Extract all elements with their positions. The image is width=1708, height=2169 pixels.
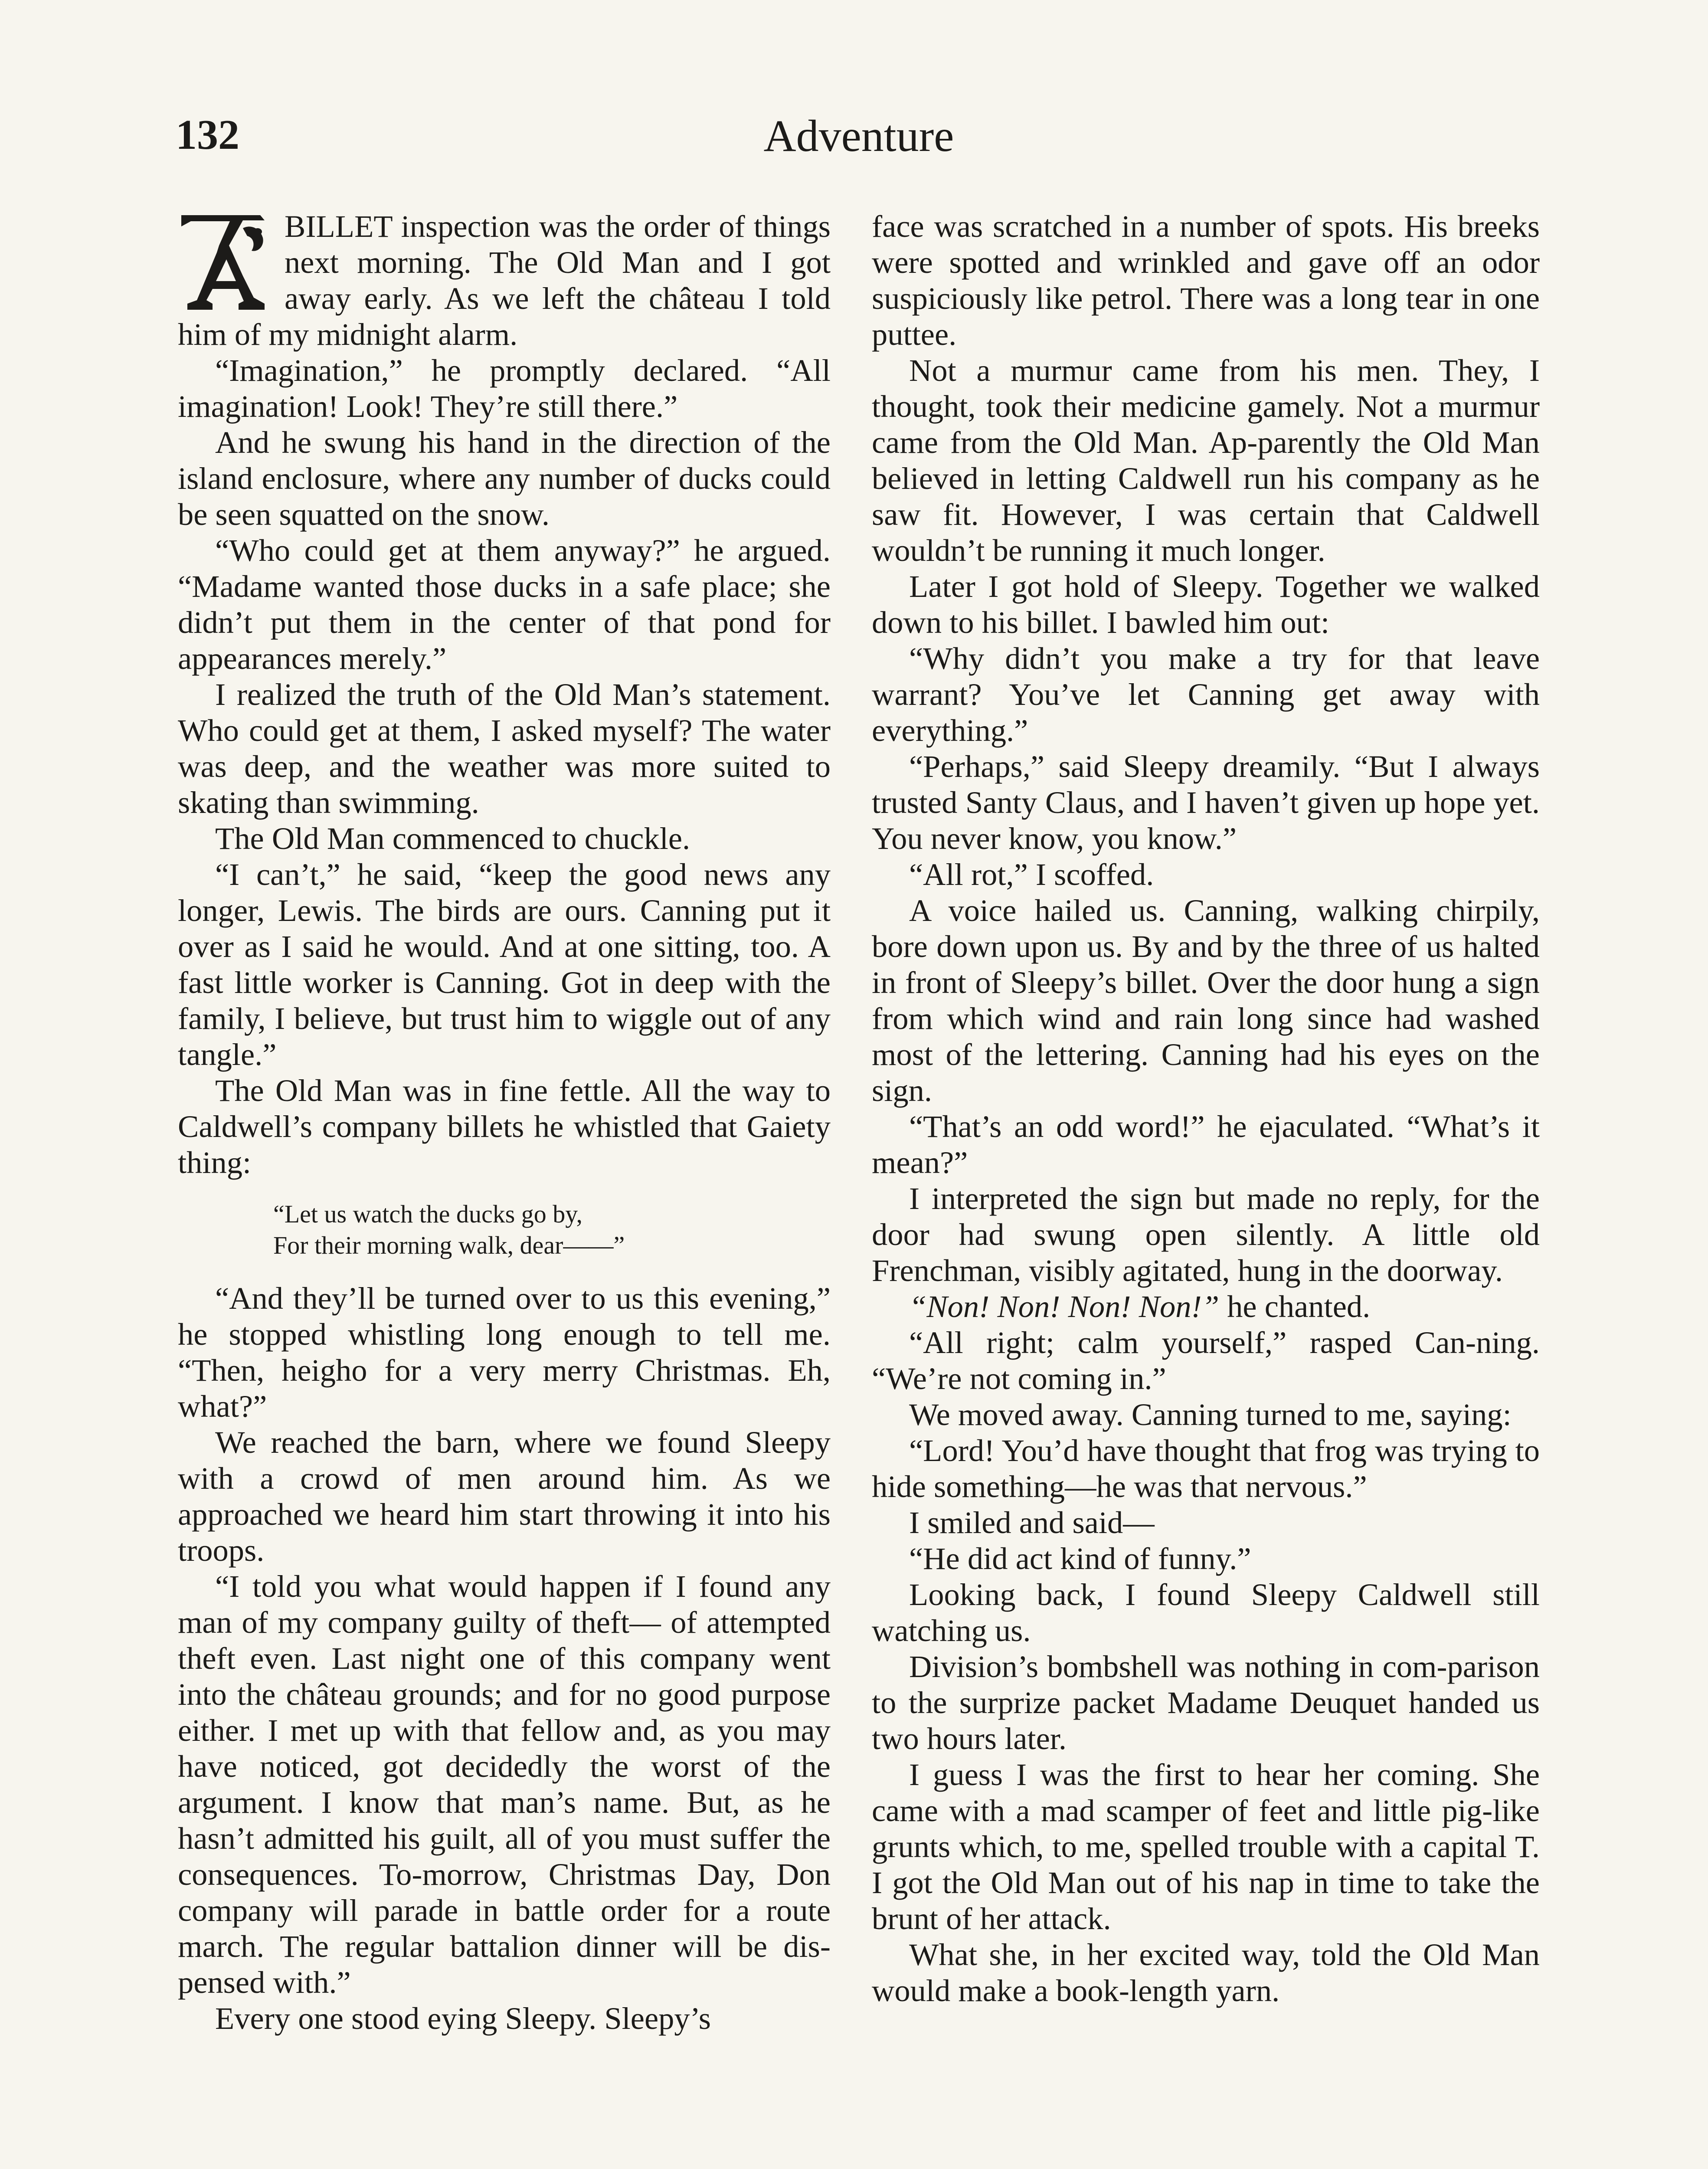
paragraph: I smiled and said— <box>909 1505 1155 1540</box>
paragraph: And he swung his hand in the direction of the island enclosure, where any number of ducks could be seen squatted on the snow. <box>178 425 831 532</box>
paragraph <box>872 1288 1540 1324</box>
paragraph: I interpreted the sign but made no reply, for the door had swung open silently. A little old Frenchman, visibly agitated, hung in the doorway. <box>872 1181 1540 1288</box>
paragraph-text: he chanted. <box>1219 1289 1371 1324</box>
paragraph: “I told you what would happen if I found any man of my company guilty of theft— of attempted theft even. Last night one of this company went into the château grounds; and for no good purpose either. I met up with that fellow and, as you may have noticed, got decidedly the worst of the argument. I know that man’s name. But, as he hasn’t admitted his guilt, all of you must suffer the consequences. To-morrow, Christmas Day, Don company will parade in battle order for a route march. The regular battalion dinner will be dis-pensed with.” <box>178 1569 831 2000</box>
running-title: Adventure <box>763 111 954 161</box>
paragraph: BILLET inspection was the order of things next morning. The Old Man and I got away early. As we left the château I told him of my midnight alarm. <box>178 209 831 352</box>
paragraph: I realized the truth of the Old Man’s statement. Who could get at them, I asked myself? The water was deep, and the weather was more suited to skating than swimming. <box>178 677 831 820</box>
paragraph: “Perhaps,” said Sleepy dreamily. “But I always trusted Santy Claus, and I haven’t given up hope yet. You never know, you know.” <box>872 749 1540 856</box>
paragraph: Every one stood eying Sleepy. Sleepy’s <box>215 2001 711 2036</box>
running-header <box>176 111 1542 174</box>
paragraph: We moved away. Canning turned to me, saying: <box>909 1397 1512 1432</box>
paragraph: What she, in her excited way, told the Old Man would make a book-length yarn. <box>872 1937 1540 2008</box>
paragraph: “Why didn’t you make a try for that leave warrant? You’ve let Canning get away with everything.” <box>872 641 1540 748</box>
page-number: 132 <box>176 111 239 158</box>
paragraph: A voice hailed us. Canning, walking chirpily, bore down upon us. By and by the three of us halted in front of Sleepy’s billet. Over the door hung a sign from which wind and rain long since had washed most of the lettering. Canning had his eyes on the sign. <box>872 893 1540 1108</box>
paragraph: The Old Man was in fine fettle. All the way to Caldwell’s company billets he whistled that Gaiety thing: <box>178 1073 831 1180</box>
paragraph: “Lord! You’d have thought that frog was trying to hide something—he was that nervous.” <box>872 1433 1540 1504</box>
paragraph: We reached the barn, where we found Sleepy with a crowd of men around him. As we approached we heard him start throwing it into his troops. <box>178 1425 831 1568</box>
left-column <box>178 208 831 2169</box>
verse-line: For their morning walk, dear——” <box>273 1231 625 1259</box>
paragraph: “Imagination,” he promptly declared. “All imagination! Look! They’re still there.” <box>178 353 831 424</box>
paragraph: Division’s bombshell was nothing in com-parison to the surprize packet Madame Deuquet handed us two hours later. <box>872 1649 1540 1756</box>
paragraph: Not a murmur came from his men. They, I thought, took their medicine gamely. Not a murmur came from the Old Man. Ap-parently the Old Man believed in letting Caldwell run his company as he saw fit. However, I was certain that Caldwell wouldn’t be running it much longer. <box>872 353 1540 568</box>
paragraph: Looking back, I found Sleepy Caldwell still watching us. <box>872 1577 1540 1648</box>
paragraph: “All rot,” I scoffed. <box>909 857 1154 892</box>
paragraph: face was scratched in a number of spots. His breeks were spotted and wrinkled and gave off an odor suspiciously like petrol. There was a long tear in one puttee. <box>872 209 1540 352</box>
paragraph: Later I got hold of Sleepy. Together we walked down to his billet. I bawled him out: <box>872 569 1540 640</box>
song-verse <box>178 1199 831 1261</box>
paragraph: “I can’t,” he said, “keep the good news any longer, Lewis. The birds are ours. Canning put it over as I said he would. And at one sitting, too. A fast little worker is Canning. Got in deep with the family, I believe, but trust him to wiggle out of any tangle.” <box>178 857 831 1072</box>
paragraph: The Old Man commenced to chuckle. <box>215 821 690 856</box>
paragraph: “And they’ll be turned over to us this evening,” he stopped whistling long enough to tell me. “Then, heigho for a very merry Christmas. Eh, what?” <box>178 1281 831 1424</box>
right-column <box>872 208 1540 2169</box>
verse-line: “Let us watch the ducks go by, <box>273 1200 582 1228</box>
paragraph: “All right; calm yourself,” rasped Can-ning. “We’re not coming in.” <box>872 1325 1540 1396</box>
dropcap-letter-a-illustration <box>178 211 273 315</box>
paragraph: “That’s an odd word!” he ejaculated. “What’s it mean?” <box>872 1109 1540 1180</box>
italic-exclamation: “Non! Non! Non! Non!” <box>909 1289 1220 1324</box>
paragraph: “Who could get at them anyway?” he argued. “Madame wanted those ducks in a safe place; she didn’t put them in the center of that pond for appearances merely.” <box>178 533 831 676</box>
paragraph: I guess I was the first to hear her coming. She came with a mad scamper of feet and little pig-like grunts which, to me, spelled trouble with a capital T. I got the Old Man out of his nap in time to take the brunt of her attack. <box>872 1757 1540 1936</box>
paragraph: “He did act kind of funny.” <box>909 1541 1251 1576</box>
